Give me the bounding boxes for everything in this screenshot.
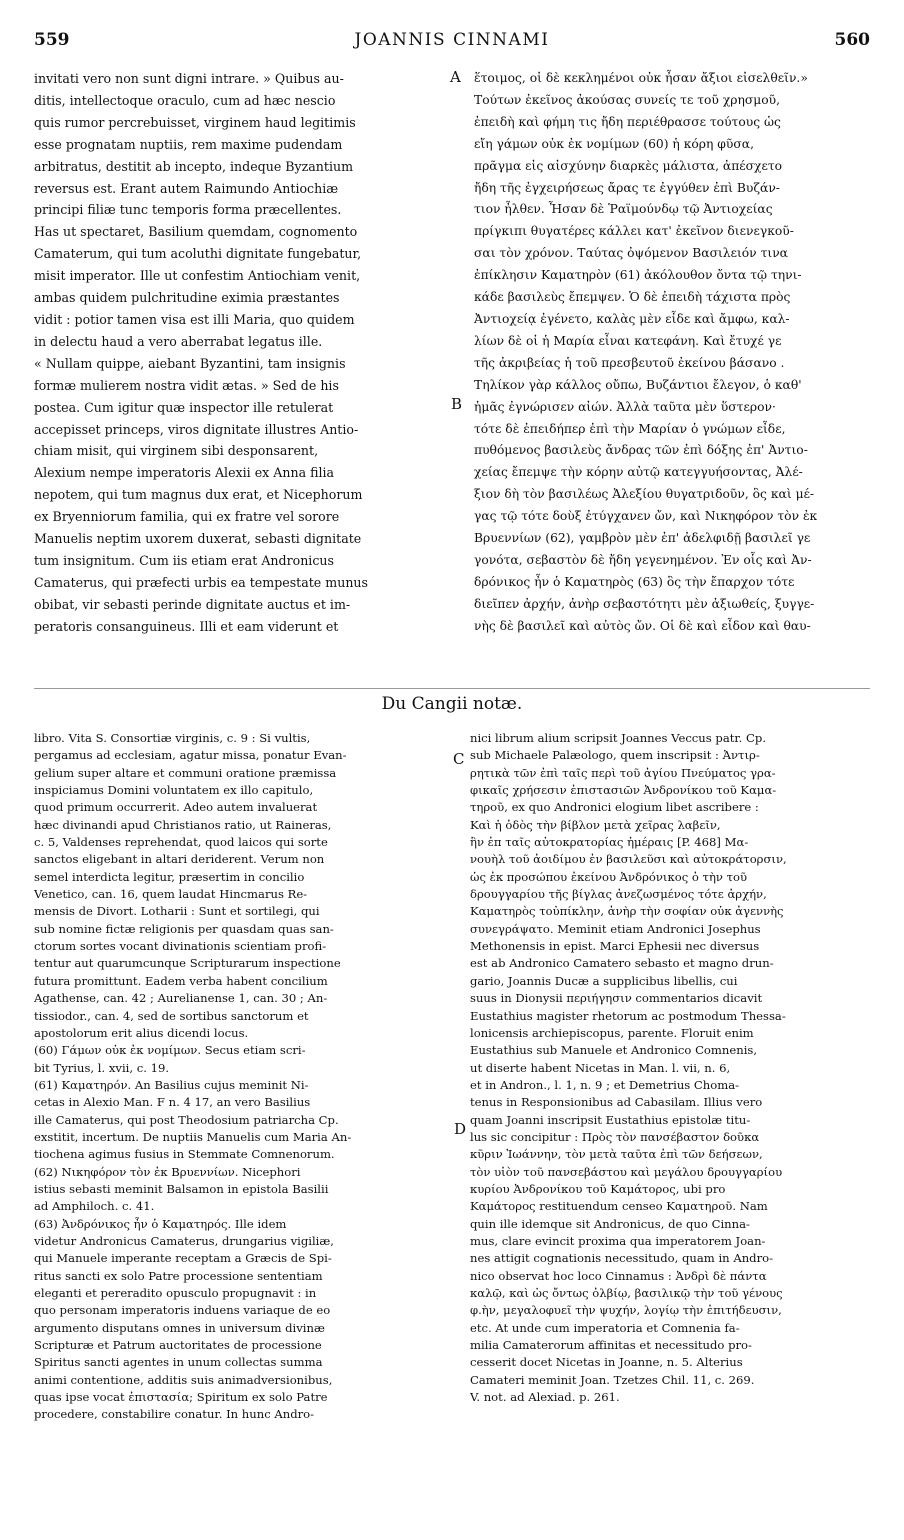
latin-text-line: Camaterum, qui tum acoluthi dignitate fungebatur,: [34, 246, 362, 262]
latin-text-line: reversus est. Erant autem Raimundo Antiochiæ: [34, 180, 339, 196]
note-line: (63) Ἀνδρόνικος ἦν ὁ Καματηρός. Ille idem: [34, 1216, 287, 1231]
note-line: quam Joanni inscripsit Eustathius epistolæ titu-: [470, 1112, 751, 1127]
greek-text-line: πρᾶγμα εἰς αἰσχύνην διαρκὲς μάλιστα, ἀπέσχετο: [474, 158, 783, 173]
notes-left-column: [34, 730, 452, 1530]
note-line: cesserit docet Nicetas in Joanne, n. 5. Alterius: [470, 1355, 743, 1370]
latin-text-line: esse prognatam nuptiis, rem maxime pudendam: [34, 136, 343, 152]
greek-text-line: ἐπειδὴ καὶ φήμη τις ἤδη περιέθρασσε τούτους ὡς: [474, 114, 781, 129]
latin-text-line: invitati vero non sunt digni intrare. » Quibus au-: [34, 71, 344, 86]
note-line: animi contentione, additis suis animadversionibus,: [34, 1372, 333, 1387]
note-line: etc. At unde cum imperatoria et Comnenia fa-: [470, 1320, 740, 1335]
note-line: milia Camaterorum affinitas et necessitudo pro-: [470, 1338, 752, 1353]
greek-text-line: γας τῷ τότε δοὺξ ἐτύγχανεν ὤν, καὶ Νικηφόρον τὸν ἐκ: [474, 509, 818, 524]
margin-letter-d: D: [454, 1120, 467, 1138]
note-line: ad Amphiloch. c. 41.: [34, 1199, 155, 1214]
greek-text-line: πυθόμενος βασιλεὺς ἄνδρας τῶν ἐπὶ δόξης ἐπ' Ἀντιο-: [474, 443, 808, 458]
note-line: τηροῦ, ex quo Andronici elogium libet ascribere :: [470, 800, 759, 815]
note-line: suus in Dionysii περιήγησιν commentarios dicavit: [470, 991, 763, 1006]
note-line: ctorum sortes vocant divinationis scientiam profi-: [34, 939, 327, 954]
note-line: libro. Vita S. Consortiæ virginis, c. 9 : Si vultis,: [34, 731, 311, 745]
note-line: φικαῖς χρήσεσιν ἐπιστασιῶν Ἀνδρονίκου τοῦ Καμα-: [470, 783, 777, 798]
note-line: ut diserte habent Nicetas in Man. l. vii, n. 6,: [470, 1060, 731, 1075]
note-line: argumento disputans omnes in universum divinæ: [34, 1320, 325, 1335]
note-line: κυρίου Ἀνδρονίκου τοῦ Καμάτορος, ubi pro: [470, 1181, 726, 1196]
note-line: Spiritus sancti agentes in unum collectas summa: [34, 1355, 323, 1370]
note-line: ρητικὰ τῶν ἐπὶ ταῖς περὶ τοῦ ἁγίου Πνεύματος γρα-: [470, 765, 776, 780]
note-line: φ.ὴν, μεγαλοφυεῖ τὴν ψυχήν, λογίῳ τὴν ἐπιτήδευσιν,: [470, 1303, 782, 1318]
note-line: Venetico, can. 16, quem laudat Hincmarus Re-: [34, 887, 308, 902]
note-line: futura promittunt. Eadem verba habent concilium: [34, 973, 328, 988]
note-line: gelium super altare et communi oratione præmissa: [34, 765, 337, 780]
notes-heading: Du Cangii notæ.: [381, 694, 523, 714]
note-line: exstitit, incertum. De nuptiis Manuelis cum Maria An-: [34, 1129, 352, 1144]
note-line: καλῷ, καὶ ὡς ὄντως ὀλβίῳ, βασιλικῷ τὴν τοῦ γένους: [470, 1286, 783, 1300]
note-line: quo personam imperatoris induens variaque de eo: [34, 1303, 331, 1318]
note-line: tentur aut quarumcunque Scripturarum inspectione: [34, 956, 341, 971]
greek-text-line: ἡμᾶς ἐγνώρισεν αἰών. Ἀλλὰ ταῦτα μὲν ὕστερον·: [474, 399, 776, 414]
latin-text-line: chiam misit, qui virginem sibi desponsarent,: [34, 443, 319, 459]
greek-text-line: ἐπίκλησιν Καματηρὸν (61) ἀκόλουθον ὄντα τῷ τηνι-: [474, 268, 802, 283]
latin-text-line: postea. Cum igitur quæ inspector ille retulerat: [34, 399, 334, 415]
greek-text-line: τιον ἦλθεν. Ἦσαν δὲ Ῥαϊμούνδῳ τῷ Ἀντιοχείας: [474, 202, 773, 217]
latin-text-line: quis rumor percrebuisset, virginem haud legitimis: [34, 114, 356, 130]
note-line: δρουγγαρίου τῆς βίγλας ἀνεζωσμένος τότε ἀρχήν,: [470, 887, 767, 902]
note-line: Camateri meminit Joan. Tzetzes Chil. 11, c. 269.: [470, 1372, 755, 1387]
note-line: istius sebasti meminit Balsamon in epistola Basilii: [34, 1181, 329, 1196]
latin-text-line: ex Bryenniorum familia, qui ex fratre vel sorore: [34, 509, 340, 525]
latin-text-line: principi filiæ tunc temporis forma præcellentes.: [34, 202, 342, 218]
note-line: sub Michaele Palæologo, quem inscripsit : Ἀντιρ-: [470, 748, 760, 763]
latin-text-line: ditis, intellectoque oraculo, cum ad hæc nescio: [34, 92, 336, 108]
latin-text-line: obibat, vir sebasti perinde dignitate auctus et im-: [34, 596, 351, 612]
note-line: procedere, constabilire conatur. In hunc Andro-: [34, 1407, 315, 1422]
greek-text-line: σαι τὸν χρόνον. Ταύτας ὀψόμενον Βασιλειόν τινα: [474, 246, 788, 261]
greek-text-line: κάδε βασιλεὺς ἔπεμψεν. Ὁ δὲ ἐπειδὴ τάχιστα πρὸς: [474, 290, 791, 305]
note-line: ille Camaterus, qui post Theodosium patriarcha Cp.: [34, 1112, 339, 1127]
note-line: tiochena agimus fusius in Stemmate Comnenorum.: [34, 1147, 335, 1162]
note-line: συνεγράψατο. Meminit etiam Andronici Josephus: [470, 921, 761, 936]
note-line: semel interdicta legitur, præsertim in concilio: [34, 869, 305, 884]
greek-text-line: χείας ἔπεμψε τὴν κόρην αὐτῷ κατεγγυήσοντας, Ἀλέ-: [474, 465, 803, 480]
latin-text-line: ambas quidem pulchritudine eximia præstantes: [34, 290, 340, 306]
page-header: [28, 30, 876, 56]
note-line: pergamus ad ecclesiam, agatur missa, ponatur Evan-: [34, 748, 347, 763]
note-line: νουὴλ τοῦ ἀοιδίμου ἐν βασιλεῦσι καὶ αὐτοκράτορσιν,: [470, 852, 787, 867]
latin-text-line: « Nullam quippe, aiebant Byzantini, tam insignis: [34, 355, 346, 371]
note-line: Agathense, can. 42 ; Aurelianense 1, can. 30 ; An-: [34, 991, 328, 1006]
latin-text-line: Camaterus, qui præfecti urbis ea tempestate munus: [34, 574, 368, 590]
margin-letter-a: A: [450, 68, 461, 86]
note-line: nico observat hoc loco Cinnamus : Ἀνδρὶ δὲ πάντα: [470, 1268, 767, 1283]
greek-text-column: [474, 68, 886, 680]
latin-text-line: peratoris consanguineus. Illi et eam viderunt et: [34, 618, 339, 634]
note-line: Καματηρὸς τοὐπίκλην, ἀνὴρ τὴν σοφίαν οὐκ ἀγεννὴς: [470, 904, 784, 919]
note-line: (62) Νικηφόρον τὸν ἐκ Βρυεννίων. Nicephori: [34, 1164, 301, 1179]
running-title: JOANNIS CINNAMI: [354, 30, 550, 50]
notes-divider: [34, 688, 870, 689]
note-line: gario, Joannis Ducæ a supplicibus libellis, cui: [470, 973, 738, 988]
note-line: nici librum alium scripsit Joannes Veccus patr. Cp.: [470, 731, 767, 745]
latin-text-line: arbitratus, destitit ab incepto, indeque Byzantium: [34, 158, 354, 174]
page-number-right: 560: [834, 30, 870, 50]
latin-text-line: accepisset princeps, viros dignitate illustres Antio-: [34, 421, 359, 437]
note-line: Eustathius sub Manuele et Andronico Comnenis,: [470, 1043, 758, 1058]
latin-text-line: Manuelis neptim uxorem duxerat, sebasti dignitate: [34, 531, 362, 547]
greek-text-line: λίων δὲ οἱ ἡ Μαρία εἶναι κατεφάνη. Καὶ ἔτυχέ γε: [474, 333, 782, 348]
note-line: mensis de Divort. Lotharii : Sunt et sortilegi, qui: [34, 904, 320, 919]
note-line: lonicensis archiepiscopus, parente. Floruit enim: [470, 1025, 754, 1040]
latin-text-line: Alexium nempe imperatoris Alexii ex Anna filia: [34, 465, 335, 481]
margin-letter-b: B: [451, 395, 463, 413]
greek-text-line: ἕτοιμος, οἱ δὲ κεκλημένοι οὐκ ἦσαν ἄξιοι εἰσελθεῖν.»: [474, 71, 808, 85]
greek-text-line: Τηλίκον γὰρ κάλλος οὔπω, Βυζάντιοι ἔλεγον, ὁ καθ': [474, 377, 802, 392]
note-line: c. 5, Valdenses reprehendat, quod laicos qui sorte: [34, 835, 328, 850]
note-line: sub nomine fictæ religionis per quasdam quas san-: [34, 921, 334, 936]
latin-text-line: misit imperator. Ille ut confestim Antiochiam venit,: [34, 268, 361, 284]
greek-text-line: Βρυεννίων (62), γαμβρὸν μὲν ἐπ' ἀδελφιδῇ βασιλεῖ γε: [474, 531, 811, 546]
greek-text-line: γονότα, σεβαστὸν δὲ ἤδη γεγενημένον. Ἐν οἷς καὶ Ἀν-: [474, 552, 812, 567]
note-line: ἣν ἐπ ταῖς αὐτοκρατορίας ἡμέραις [P. 468] Μα-: [470, 835, 749, 850]
note-line: apostolorum erit alius dicendi locus.: [34, 1025, 249, 1040]
note-line: hæc divinandi apud Christianos ratio, ut Raineras,: [34, 817, 332, 832]
note-line: bit Tyrius, l. xvii, c. 19.: [34, 1060, 170, 1075]
greek-text-line: δρόνικος ἦν ὁ Καματηρὸς (63) ὃς τὴν ἔπαρχον τότε: [474, 574, 795, 589]
note-line: V. not. ad Alexiad. p. 261.: [470, 1390, 620, 1405]
notes-right-column: [470, 730, 888, 1530]
note-line: τὸν υἱὸν τοῦ πανσεβάστου καὶ μεγάλου δρουγγαρίου: [470, 1164, 783, 1179]
greek-text-line: νὴς δὲ βασιλεῖ καὶ αὐτὸς ὤν. Οἱ δὲ καὶ εἶδον καὶ θαυ-: [474, 618, 811, 633]
note-line: lus sic concipitur : Πρὸς τὸν πανσέβαστον δοῦκα: [470, 1129, 760, 1144]
greek-text-line: τῆς ἀκριβείας ἡ τοῦ πρεσβευτοῦ ἐκείνου βάσανο .: [474, 355, 785, 370]
note-line: videtur Andronicus Camaterus, drungarius vigiliæ,: [34, 1233, 334, 1248]
note-line: quas ipse vocat ἐπιστασία; Spiritum ex solo Patre: [34, 1390, 328, 1405]
note-line: mus, clare evincit proxima qua imperatorem Joan-: [470, 1233, 766, 1248]
latin-text-line: in delectu haud a vero aberrabat legatus ille.: [34, 333, 323, 349]
margin-letter-c: C: [453, 750, 465, 768]
latin-text-line: Has ut spectaret, Basilium quemdam, cognomento: [34, 224, 358, 240]
latin-text-line: tum insignitum. Cum iis etiam erat Andronicus: [34, 552, 334, 568]
note-line: nes attigit cognationis necessitudo, quam in Andro-: [470, 1251, 774, 1266]
latin-text-line: nepotem, qui tum magnus dux erat, et Nicephorum: [34, 487, 363, 503]
note-line: eleganti et pereradito opusculo propugnavit : in: [34, 1286, 317, 1300]
note-line: (61) Καματηρόν. An Basilius cujus meminit Ni-: [34, 1077, 309, 1092]
greek-text-line: εἴη γάμων οὐκ ἐκ νομίμων (60) ἡ κόρη φῦσα,: [474, 136, 755, 151]
note-line: cetas in Alexio Man. F n. 4 17, an vero Basilius: [34, 1095, 311, 1110]
latin-text-line: formæ mulierem nostra vidit ætas. » Sed de his: [34, 377, 339, 393]
greek-text-line: πρίγκιπι θυγατέρες κάλλει κατ' ἐκεῖνον διενεγκοῦ-: [474, 224, 794, 239]
note-line: κῦριν Ἰωάννην, τὸν μετὰ ταῦτα ἐπὶ τῶν δεήσεων,: [470, 1147, 763, 1162]
latin-text-line: vidit : potior tamen visa est illi Maria, quo quidem: [34, 311, 355, 327]
greek-text-line: Τούτων ἐκεῖνος ἀκούσας συνείς τε τοῦ χρησμοῦ,: [474, 92, 781, 107]
note-line: ritus sancti ex solo Patre processione sententiam: [34, 1268, 323, 1283]
page-number-left: 559: [34, 30, 70, 50]
note-line: tenus in Responsionibus ad Cabasilam. Illius vero: [470, 1095, 763, 1110]
note-line: inspiciamus Domini voluntatem ex illo capitulo,: [34, 783, 314, 798]
note-line: Eustathius magister rhetorum ac postmodum Thessa-: [470, 1008, 786, 1023]
greek-text-line: ἤδη τῆς ἐγχειρήσεως ἄρας τε ἐγγύθεν ἐπὶ Βυζάν-: [474, 180, 780, 195]
note-line: Καὶ ἡ ὁδὸς τὴν βίβλον μετὰ χεῖρας λαβεῖν,: [470, 817, 721, 832]
latin-text-column: [34, 68, 446, 680]
greek-text-line: διεῖπεν ἀρχήν, ἀνὴρ σεβαστότητι μὲν ἀξιωθείς, ξυγγε-: [474, 596, 815, 611]
note-line: ὡς ἐκ προσώπου ἐκείνου Ἀνδρόνικος ὁ τὴν τοῦ: [470, 869, 748, 884]
note-line: Methonensis in epist. Marci Ephesii nec diversus: [470, 939, 760, 954]
note-line: sanctos eligebant in altari deriderent. Verum non: [34, 852, 325, 867]
note-line: est ab Andronico Camatero sebasto et magno drun-: [470, 956, 774, 971]
greek-text-line: τότε δὲ ἐπειδήπερ ἐπὶ τὴν Μαρίαν ὁ γνώμων εἶδε,: [474, 421, 786, 436]
note-line: tissiodor., can. 4, sed de sortibus sanctorum et: [34, 1008, 309, 1023]
note-line: Καμάτορος restituendum censeo Καματηροῦ. Nam: [470, 1199, 768, 1214]
note-line: quin ille idemque sit Andronicus, de quo Cinna-: [470, 1216, 750, 1231]
note-line: (60) Γάμων οὐκ ἐκ νομίμων. Secus etiam scri-: [34, 1043, 306, 1058]
note-line: Scripturæ et Patrum auctoritates de processione: [34, 1338, 322, 1353]
greek-text-line: ξιον δὴ τὸν βασιλέως Ἀλεξίου θυγατριδοῦν, ὃς καὶ μέ-: [474, 487, 815, 502]
note-line: qui Manuele imperante receptam a Græcis de Spi-: [34, 1251, 332, 1266]
greek-text-line: Ἀντιοχείᾳ ἐγένετο, καλὰς μὲν εἶδε καὶ ἄμφω, καλ-: [474, 311, 790, 326]
note-line: et in Andron., l. 1, n. 9 ; et Demetrius Choma-: [470, 1077, 740, 1092]
note-line: quod primum occurrerit. Adeo autem invaluerat: [34, 800, 318, 815]
